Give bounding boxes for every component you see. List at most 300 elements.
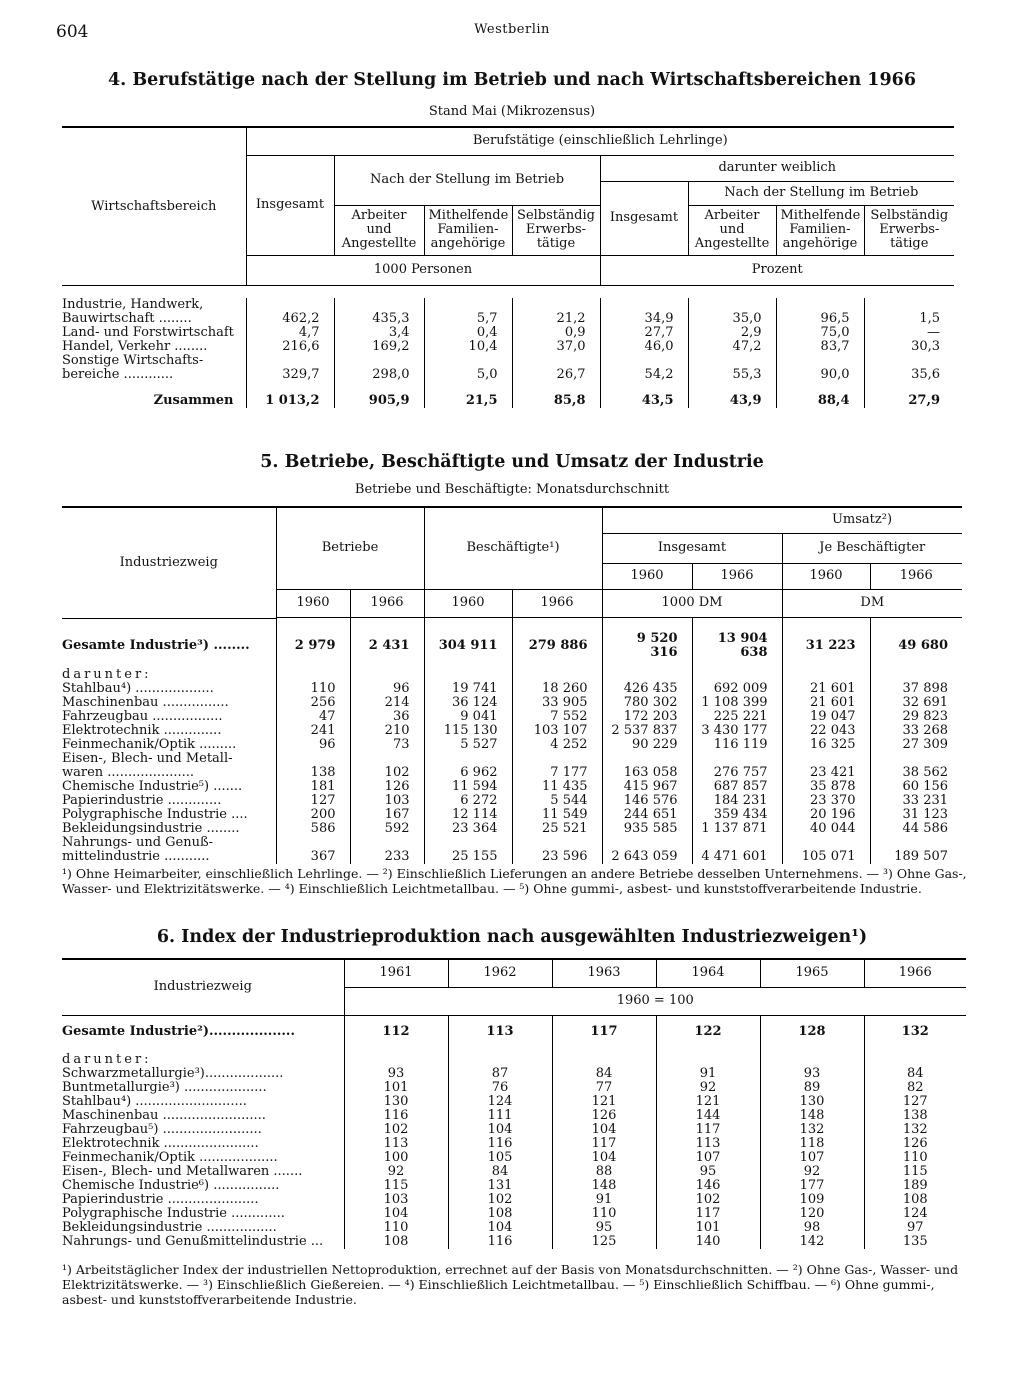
table-row bbox=[62, 1095, 966, 1109]
table-cell: 21,2 bbox=[512, 298, 600, 326]
table-cell: 780 302 bbox=[602, 696, 692, 710]
table-cell: 90,0 bbox=[776, 354, 864, 382]
table6-year: 1961 bbox=[344, 959, 448, 987]
table-cell: 47,2 bbox=[688, 340, 776, 354]
row-label-line: Bauwirtschaft ........ bbox=[62, 310, 192, 326]
table-row bbox=[62, 724, 962, 738]
table-cell: 276 757 bbox=[692, 752, 782, 780]
table-cell: 146 bbox=[656, 1179, 760, 1193]
table-cell: 96 bbox=[276, 738, 350, 752]
table-cell: 103 bbox=[344, 1193, 448, 1207]
table6-year: 1963 bbox=[552, 959, 656, 987]
table4-unit2: Prozent bbox=[600, 255, 954, 285]
table-row bbox=[62, 710, 962, 724]
table-cell: 110 bbox=[276, 682, 350, 696]
darunter-label: darunter: bbox=[62, 1052, 152, 1067]
table-cell: 692 009 bbox=[692, 682, 782, 696]
table-cell: 118 bbox=[760, 1137, 864, 1151]
table5-j-1960: 1960 bbox=[782, 563, 870, 589]
table-cell: 23 421 bbox=[782, 752, 870, 780]
table-cell: 20 196 bbox=[782, 808, 870, 822]
table-cell: 117 bbox=[552, 1137, 656, 1151]
table-cell: 46,0 bbox=[600, 340, 688, 354]
table-cell: 37 898 bbox=[870, 682, 962, 696]
total-cell: 85,8 bbox=[512, 394, 600, 408]
table-cell: 102 bbox=[656, 1193, 760, 1207]
table-cell: 3,4 bbox=[334, 326, 424, 340]
table6-year: 1965 bbox=[760, 959, 864, 987]
table-cell: 135 bbox=[864, 1235, 966, 1249]
table-cell: 35,6 bbox=[864, 354, 954, 382]
spacer-row bbox=[62, 618, 962, 632]
table-cell: 2 537 837 bbox=[602, 724, 692, 738]
table-cell: 359 434 bbox=[692, 808, 782, 822]
table-cell: 102 bbox=[350, 752, 424, 780]
table-cell: 82 bbox=[864, 1081, 966, 1095]
table-row bbox=[62, 1207, 966, 1221]
table-cell: 30,3 bbox=[864, 340, 954, 354]
row-label bbox=[62, 326, 246, 340]
table5-s-1960: 1960 bbox=[424, 589, 512, 618]
table-cell: 415 967 bbox=[602, 780, 692, 794]
row-label-line: Stahlbau⁴) ................... bbox=[62, 681, 214, 696]
table-cell: 181 bbox=[276, 780, 350, 794]
table-cell: 55,3 bbox=[688, 354, 776, 382]
table-row bbox=[62, 298, 954, 326]
table-cell: 16 325 bbox=[782, 738, 870, 752]
table-cell: 435,3 bbox=[334, 298, 424, 326]
darunter-row bbox=[62, 668, 962, 682]
table-cell: 214 bbox=[350, 696, 424, 710]
table-cell: 4 252 bbox=[512, 738, 602, 752]
row-label: Elektrotechnik ....................... bbox=[62, 1136, 259, 1151]
table-cell: 84 bbox=[864, 1067, 966, 1081]
row-label-line: Sonstige Wirtschafts- bbox=[62, 352, 204, 368]
table5-unit-dm: DM bbox=[782, 589, 962, 617]
total-row bbox=[62, 394, 954, 408]
table-row bbox=[62, 1221, 966, 1235]
table-cell: 130 bbox=[760, 1095, 864, 1109]
table-cell: 97 bbox=[864, 1221, 966, 1235]
table-cell: 367 bbox=[276, 836, 350, 864]
row-label: Maschinenbau ......................... bbox=[62, 1108, 266, 1123]
row-label: Bekleidungsindustrie ................. bbox=[62, 1220, 277, 1235]
table-cell: 36 bbox=[350, 710, 424, 724]
table-cell: 5 527 bbox=[424, 738, 512, 752]
table-cell: 142 bbox=[760, 1235, 864, 1249]
table-cell: 127 bbox=[276, 794, 350, 808]
table-cell: 172 203 bbox=[602, 710, 692, 724]
table-cell: 935 585 bbox=[602, 822, 692, 836]
table-cell: 92 bbox=[344, 1165, 448, 1179]
table-cell: 89 bbox=[760, 1081, 864, 1095]
table-cell: 40 044 bbox=[782, 822, 870, 836]
total-cell: 117 bbox=[552, 1025, 656, 1039]
row-label bbox=[62, 752, 276, 780]
total-label: Gesamte Industrie²)................... bbox=[62, 1024, 295, 1039]
table5-s-1966: 1966 bbox=[512, 589, 602, 618]
table-cell: 256 bbox=[276, 696, 350, 710]
table-row bbox=[62, 1081, 966, 1095]
table-cell: 586 bbox=[276, 822, 350, 836]
table-cell: 138 bbox=[864, 1109, 966, 1123]
table-cell: 169,2 bbox=[334, 340, 424, 354]
table5-betriebe: Betriebe bbox=[276, 507, 424, 589]
table-cell: 91 bbox=[656, 1067, 760, 1081]
row-label-line: Handel, Verkehr ........ bbox=[62, 338, 208, 354]
table-cell: 35,0 bbox=[688, 298, 776, 326]
table-cell: 4,7 bbox=[246, 326, 334, 340]
total-cell: 43,9 bbox=[688, 394, 776, 408]
table-cell: 104 bbox=[552, 1123, 656, 1137]
spacer-row bbox=[62, 382, 954, 394]
total-cell: 113 bbox=[448, 1025, 552, 1039]
table4-col-head: Wirtschaftsbereich bbox=[62, 127, 246, 285]
table-cell: 34,9 bbox=[600, 298, 688, 326]
table-cell: 92 bbox=[760, 1165, 864, 1179]
table-cell: 113 bbox=[344, 1137, 448, 1151]
table-cell: 117 bbox=[656, 1123, 760, 1137]
darunter-row bbox=[62, 1053, 966, 1067]
total-cell: 279 886 bbox=[512, 632, 602, 660]
row-label-line: Land- und Forstwirtschaft bbox=[62, 324, 234, 340]
table-cell: 2 643 059 bbox=[602, 836, 692, 864]
table5-title: 5. Betriebe, Beschäftigte und Umsatz der Industrie bbox=[260, 452, 764, 472]
table-cell: 108 bbox=[448, 1207, 552, 1221]
table-cell: 144 bbox=[656, 1109, 760, 1123]
table-cell: 29 823 bbox=[870, 710, 962, 724]
row-label: Eisen-, Blech- und Metallwaren ....... bbox=[62, 1164, 303, 1179]
table-cell: 25 155 bbox=[424, 836, 512, 864]
table-cell: 93 bbox=[344, 1067, 448, 1081]
row-label-line: Bekleidungsindustrie ........ bbox=[62, 821, 240, 836]
table-cell: 93 bbox=[760, 1067, 864, 1081]
table-cell: 120 bbox=[760, 1207, 864, 1221]
row-label-line: bereiche ............ bbox=[62, 366, 174, 382]
total-cell: 128 bbox=[760, 1025, 864, 1039]
table-cell: 0,4 bbox=[424, 326, 512, 340]
table-cell: 298,0 bbox=[334, 354, 424, 382]
row-label-line: mittelindustrie ........... bbox=[62, 849, 210, 864]
table-cell: 462,2 bbox=[246, 298, 334, 326]
row-label bbox=[62, 340, 246, 354]
row-label: Buntmetallurgie³) .................... bbox=[62, 1080, 267, 1095]
table-cell: 200 bbox=[276, 808, 350, 822]
table-cell: 38 562 bbox=[870, 752, 962, 780]
row-label-line: Feinmechanik/Optik ......... bbox=[62, 737, 237, 752]
table6-year: 1962 bbox=[448, 959, 552, 987]
total-label: Zusammen bbox=[153, 392, 234, 408]
table-cell: 116 bbox=[448, 1137, 552, 1151]
table-cell: 113 bbox=[656, 1137, 760, 1151]
row-label: Chemische Industrie⁶) ................ bbox=[62, 1178, 280, 1193]
table5 bbox=[62, 506, 962, 864]
row-label-line: Chemische Industrie⁵) ....... bbox=[62, 779, 243, 794]
table-cell: 7 552 bbox=[512, 710, 602, 724]
table4-group-head: Berufstätige (einschließlich Lehrlinge) bbox=[246, 127, 954, 155]
total-cell: 49 680 bbox=[870, 632, 962, 660]
table-cell: 130 bbox=[344, 1095, 448, 1109]
table5-umsatz: Umsatz²) bbox=[602, 507, 962, 533]
table-cell: 21 601 bbox=[782, 682, 870, 696]
table-cell: 25 521 bbox=[512, 822, 602, 836]
total-row bbox=[62, 1025, 966, 1039]
table-cell: 177 bbox=[760, 1179, 864, 1193]
table-cell: 101 bbox=[656, 1221, 760, 1235]
table-cell: 110 bbox=[344, 1221, 448, 1235]
table-cell: 105 bbox=[448, 1151, 552, 1165]
table-cell: 101 bbox=[344, 1081, 448, 1095]
table-cell: 19 741 bbox=[424, 682, 512, 696]
table-cell: 104 bbox=[448, 1123, 552, 1137]
row-label-line: Papierindustrie ............. bbox=[62, 793, 222, 808]
table-cell: 687 857 bbox=[692, 780, 782, 794]
table-cell: 163 058 bbox=[602, 752, 692, 780]
row-label bbox=[62, 696, 276, 710]
table-cell: 83,7 bbox=[776, 340, 864, 354]
table-cell: 0,9 bbox=[512, 326, 600, 340]
row-label bbox=[62, 836, 276, 864]
table-cell: 116 bbox=[344, 1109, 448, 1123]
row-label-line: Polygraphische Industrie .... bbox=[62, 807, 248, 822]
table-cell: 4 471 601 bbox=[692, 836, 782, 864]
table5-u-1960: 1960 bbox=[602, 563, 692, 589]
total-cell: 1 013,2 bbox=[246, 394, 334, 408]
table4-stellung-head2: Nach der Stellung im Betrieb bbox=[688, 181, 954, 205]
row-label-line: waren ..................... bbox=[62, 765, 195, 780]
table-cell: 95 bbox=[552, 1221, 656, 1235]
table-cell: 126 bbox=[864, 1137, 966, 1151]
table-cell: 32 691 bbox=[870, 696, 962, 710]
table-cell: 115 130 bbox=[424, 724, 512, 738]
table-row bbox=[62, 1151, 966, 1165]
table-cell: 6 962 bbox=[424, 752, 512, 780]
table-row bbox=[62, 780, 962, 794]
row-label-line: Industrie, Handwerk, bbox=[62, 296, 204, 312]
table-row bbox=[62, 1193, 966, 1207]
table-cell: 329,7 bbox=[246, 354, 334, 382]
table-cell: 33 231 bbox=[870, 794, 962, 808]
table-cell: 124 bbox=[448, 1095, 552, 1109]
total-cell: 905,9 bbox=[334, 394, 424, 408]
table-cell: 103 bbox=[350, 794, 424, 808]
table-cell: 44 586 bbox=[870, 822, 962, 836]
table4-subtitle: Stand Mai (Mikrozensus) bbox=[428, 104, 596, 119]
table-row bbox=[62, 682, 962, 696]
total-row bbox=[62, 632, 962, 660]
table-cell: 96,5 bbox=[776, 298, 864, 326]
table-cell: 104 bbox=[344, 1207, 448, 1221]
table-cell: 31 123 bbox=[870, 808, 962, 822]
total-cell: 31 223 bbox=[782, 632, 870, 660]
table-cell: 3 430 177 bbox=[692, 724, 782, 738]
total-cell: 9 520 316 bbox=[602, 632, 692, 660]
table-cell: 108 bbox=[344, 1235, 448, 1249]
total-cell: 132 bbox=[864, 1025, 966, 1039]
table-cell: 27 309 bbox=[870, 738, 962, 752]
table4-unit1: 1000 Personen bbox=[246, 255, 600, 285]
table-row bbox=[62, 1137, 966, 1151]
table5-je: Je Beschäftigter bbox=[782, 533, 962, 563]
table-row bbox=[62, 1165, 966, 1179]
table-cell: 126 bbox=[350, 780, 424, 794]
table6-title: 6. Index der Industrieproduktion nach ausgewählten Industriezweigen¹) bbox=[156, 927, 868, 947]
table-cell: 23 364 bbox=[424, 822, 512, 836]
table-cell: 121 bbox=[552, 1095, 656, 1109]
table-cell: 125 bbox=[552, 1235, 656, 1249]
table-cell: 87 bbox=[448, 1067, 552, 1081]
row-label-line: Nahrungs- und Genuß- bbox=[62, 835, 214, 850]
table-cell: 96 bbox=[350, 682, 424, 696]
table-row bbox=[62, 696, 962, 710]
table-cell: 88 bbox=[552, 1165, 656, 1179]
table4-title: 4. Berufstätige nach der Stellung im Betrieb und nach Wirtschaftsbereichen 1966 bbox=[107, 70, 917, 90]
table-cell: 126 bbox=[552, 1109, 656, 1123]
table-cell: 100 bbox=[344, 1151, 448, 1165]
total-cell: 13 904 638 bbox=[692, 632, 782, 660]
table-cell: 111 bbox=[448, 1109, 552, 1123]
table-row bbox=[62, 836, 962, 864]
table-row bbox=[62, 808, 962, 822]
table-cell: 103 107 bbox=[512, 724, 602, 738]
table-cell: 5,7 bbox=[424, 298, 512, 326]
row-label-line: Eisen-, Blech- und Metall- bbox=[62, 751, 233, 766]
total-cell: 88,4 bbox=[776, 394, 864, 408]
row-label bbox=[62, 794, 276, 808]
table-cell: 60 156 bbox=[870, 780, 962, 794]
total-cell: 2 979 bbox=[276, 632, 350, 660]
table-cell: 23 596 bbox=[512, 836, 602, 864]
total-cell: 2 431 bbox=[350, 632, 424, 660]
table-cell: 233 bbox=[350, 836, 424, 864]
row-label: Nahrungs- und Genußmittelindustrie ... bbox=[62, 1234, 324, 1249]
table-cell: 167 bbox=[350, 808, 424, 822]
row-label: Feinmechanik/Optik ................... bbox=[62, 1150, 278, 1165]
table-cell: 102 bbox=[448, 1193, 552, 1207]
row-label bbox=[62, 682, 276, 696]
row-label bbox=[62, 738, 276, 752]
table-cell: 148 bbox=[760, 1109, 864, 1123]
table-cell: 11 435 bbox=[512, 780, 602, 794]
row-label: Polygraphische Industrie ............. bbox=[62, 1206, 285, 1221]
table-row bbox=[62, 1109, 966, 1123]
table4-arbeiter-w: Arbeiter und Angestellte bbox=[688, 205, 776, 255]
table4 bbox=[62, 126, 954, 408]
table-cell: 1 137 871 bbox=[692, 822, 782, 836]
table-cell: 33 905 bbox=[512, 696, 602, 710]
table6-year: 1964 bbox=[656, 959, 760, 987]
table-row bbox=[62, 794, 962, 808]
table-cell: 54,2 bbox=[600, 354, 688, 382]
table-cell: 47 bbox=[276, 710, 350, 724]
table-cell: — bbox=[864, 326, 954, 340]
table4-selbst-w: Selbständig Erwerbstätige bbox=[864, 205, 954, 255]
table-cell: 148 bbox=[552, 1179, 656, 1193]
table5-b-1966: 1966 bbox=[350, 589, 424, 618]
table-cell: 138 bbox=[276, 752, 350, 780]
table6-footnote: ¹) Arbeitstäglicher Index der industriellen Nettoproduktion, errechnet auf der Basis von Monatsdurchschnitten. — ²) Ohne Gas-, Wasser- und Elektrizitätswerke. — ³) Einschließlich Gießereien. — ⁴) Einschließlich Leichtmetallbau. — ⁵) Einschließlich Schiffbau. — ⁶) Ohne gummi-, asbest- und kunststoffverarbeitende Industrie. bbox=[62, 1262, 959, 1307]
row-label bbox=[62, 724, 276, 738]
darunter-label: darunter: bbox=[62, 667, 152, 682]
table-cell: 189 507 bbox=[870, 836, 962, 864]
table-cell: 225 221 bbox=[692, 710, 782, 724]
table-cell: 105 071 bbox=[782, 836, 870, 864]
table-cell: 11 549 bbox=[512, 808, 602, 822]
row-label: Stahlbau⁴) ........................... bbox=[62, 1094, 247, 1109]
table-cell: 91 bbox=[552, 1193, 656, 1207]
row-label bbox=[62, 822, 276, 836]
table-cell: 90 229 bbox=[602, 738, 692, 752]
table-cell: 110 bbox=[864, 1151, 966, 1165]
table-cell: 22 043 bbox=[782, 724, 870, 738]
table-row bbox=[62, 1235, 966, 1249]
table-cell: 5 544 bbox=[512, 794, 602, 808]
table-cell: 26,7 bbox=[512, 354, 600, 382]
table-cell: 121 bbox=[656, 1095, 760, 1109]
total-label: Gesamte Industrie³) ........ bbox=[62, 638, 250, 653]
table-cell: 37,0 bbox=[512, 340, 600, 354]
table4-insgesamt: Insgesamt bbox=[246, 155, 334, 255]
table-cell: 23 370 bbox=[782, 794, 870, 808]
table-cell: 117 bbox=[656, 1207, 760, 1221]
table-cell: 426 435 bbox=[602, 682, 692, 696]
table4-stellung-head: Nach der Stellung im Betrieb bbox=[334, 155, 600, 205]
table4-insgesamt2: Insgesamt bbox=[600, 181, 688, 255]
table5-j-1966: 1966 bbox=[870, 563, 962, 589]
table-cell: 76 bbox=[448, 1081, 552, 1095]
row-label: Schwarzmetallurgie³)................... bbox=[62, 1066, 284, 1081]
row-label-line: Elektrotechnik .............. bbox=[62, 723, 222, 738]
table-cell: 77 bbox=[552, 1081, 656, 1095]
table-row bbox=[62, 340, 954, 354]
table6-year: 1966 bbox=[864, 959, 966, 987]
page-number: 604 bbox=[56, 22, 89, 42]
table-cell: 33 268 bbox=[870, 724, 962, 738]
total-cell: 43,5 bbox=[600, 394, 688, 408]
table5-subtitle: Betriebe und Beschäftigte: Monatsdurchschnitt bbox=[354, 482, 670, 497]
table-row bbox=[62, 1179, 966, 1193]
table-cell: 9 041 bbox=[424, 710, 512, 724]
total-cell: 304 911 bbox=[424, 632, 512, 660]
table-cell: 140 bbox=[656, 1235, 760, 1249]
table-cell: 1 108 399 bbox=[692, 696, 782, 710]
table5-footnote: ¹) Ohne Heimarbeiter, einschließlich Lehrlinge. — ²) Einschließlich Lieferungen an andere Betriebe desselben Unternehmens. — ³) Ohne Gas-, Wasser- und Elektrizitätswerke. — ⁴) Einschließlich Leichtmetallbau. — ⁵) Ohne gummi-, asbest- und kunststoffverarbeitende Industrie. bbox=[62, 866, 967, 896]
table-row bbox=[62, 1123, 966, 1137]
table-cell: 95 bbox=[656, 1165, 760, 1179]
table-cell: 12 114 bbox=[424, 808, 512, 822]
table-cell: 19 047 bbox=[782, 710, 870, 724]
table6 bbox=[62, 958, 966, 1249]
table-cell: 109 bbox=[760, 1193, 864, 1207]
spacer-row bbox=[62, 660, 962, 668]
table6-base: 1960 = 100 bbox=[344, 987, 966, 1015]
table4-arbeiter: Arbeiter und Angestellte bbox=[334, 205, 424, 255]
table5-insgesamt: Insgesamt bbox=[602, 533, 782, 563]
table-cell: 116 bbox=[448, 1235, 552, 1249]
table-cell: 592 bbox=[350, 822, 424, 836]
table-cell: 5,0 bbox=[424, 354, 512, 382]
row-label bbox=[62, 780, 276, 794]
total-cell: 122 bbox=[656, 1025, 760, 1039]
row-label-line: Fahrzeugbau ................. bbox=[62, 709, 223, 724]
table-cell: 131 bbox=[448, 1179, 552, 1193]
table-row bbox=[62, 326, 954, 340]
row-label bbox=[62, 808, 276, 822]
table-cell: 210 bbox=[350, 724, 424, 738]
table-cell: 73 bbox=[350, 738, 424, 752]
table5-u-1966: 1966 bbox=[692, 563, 782, 589]
table4-mithelfende-w: Mithelfende Familienangehörige bbox=[776, 205, 864, 255]
